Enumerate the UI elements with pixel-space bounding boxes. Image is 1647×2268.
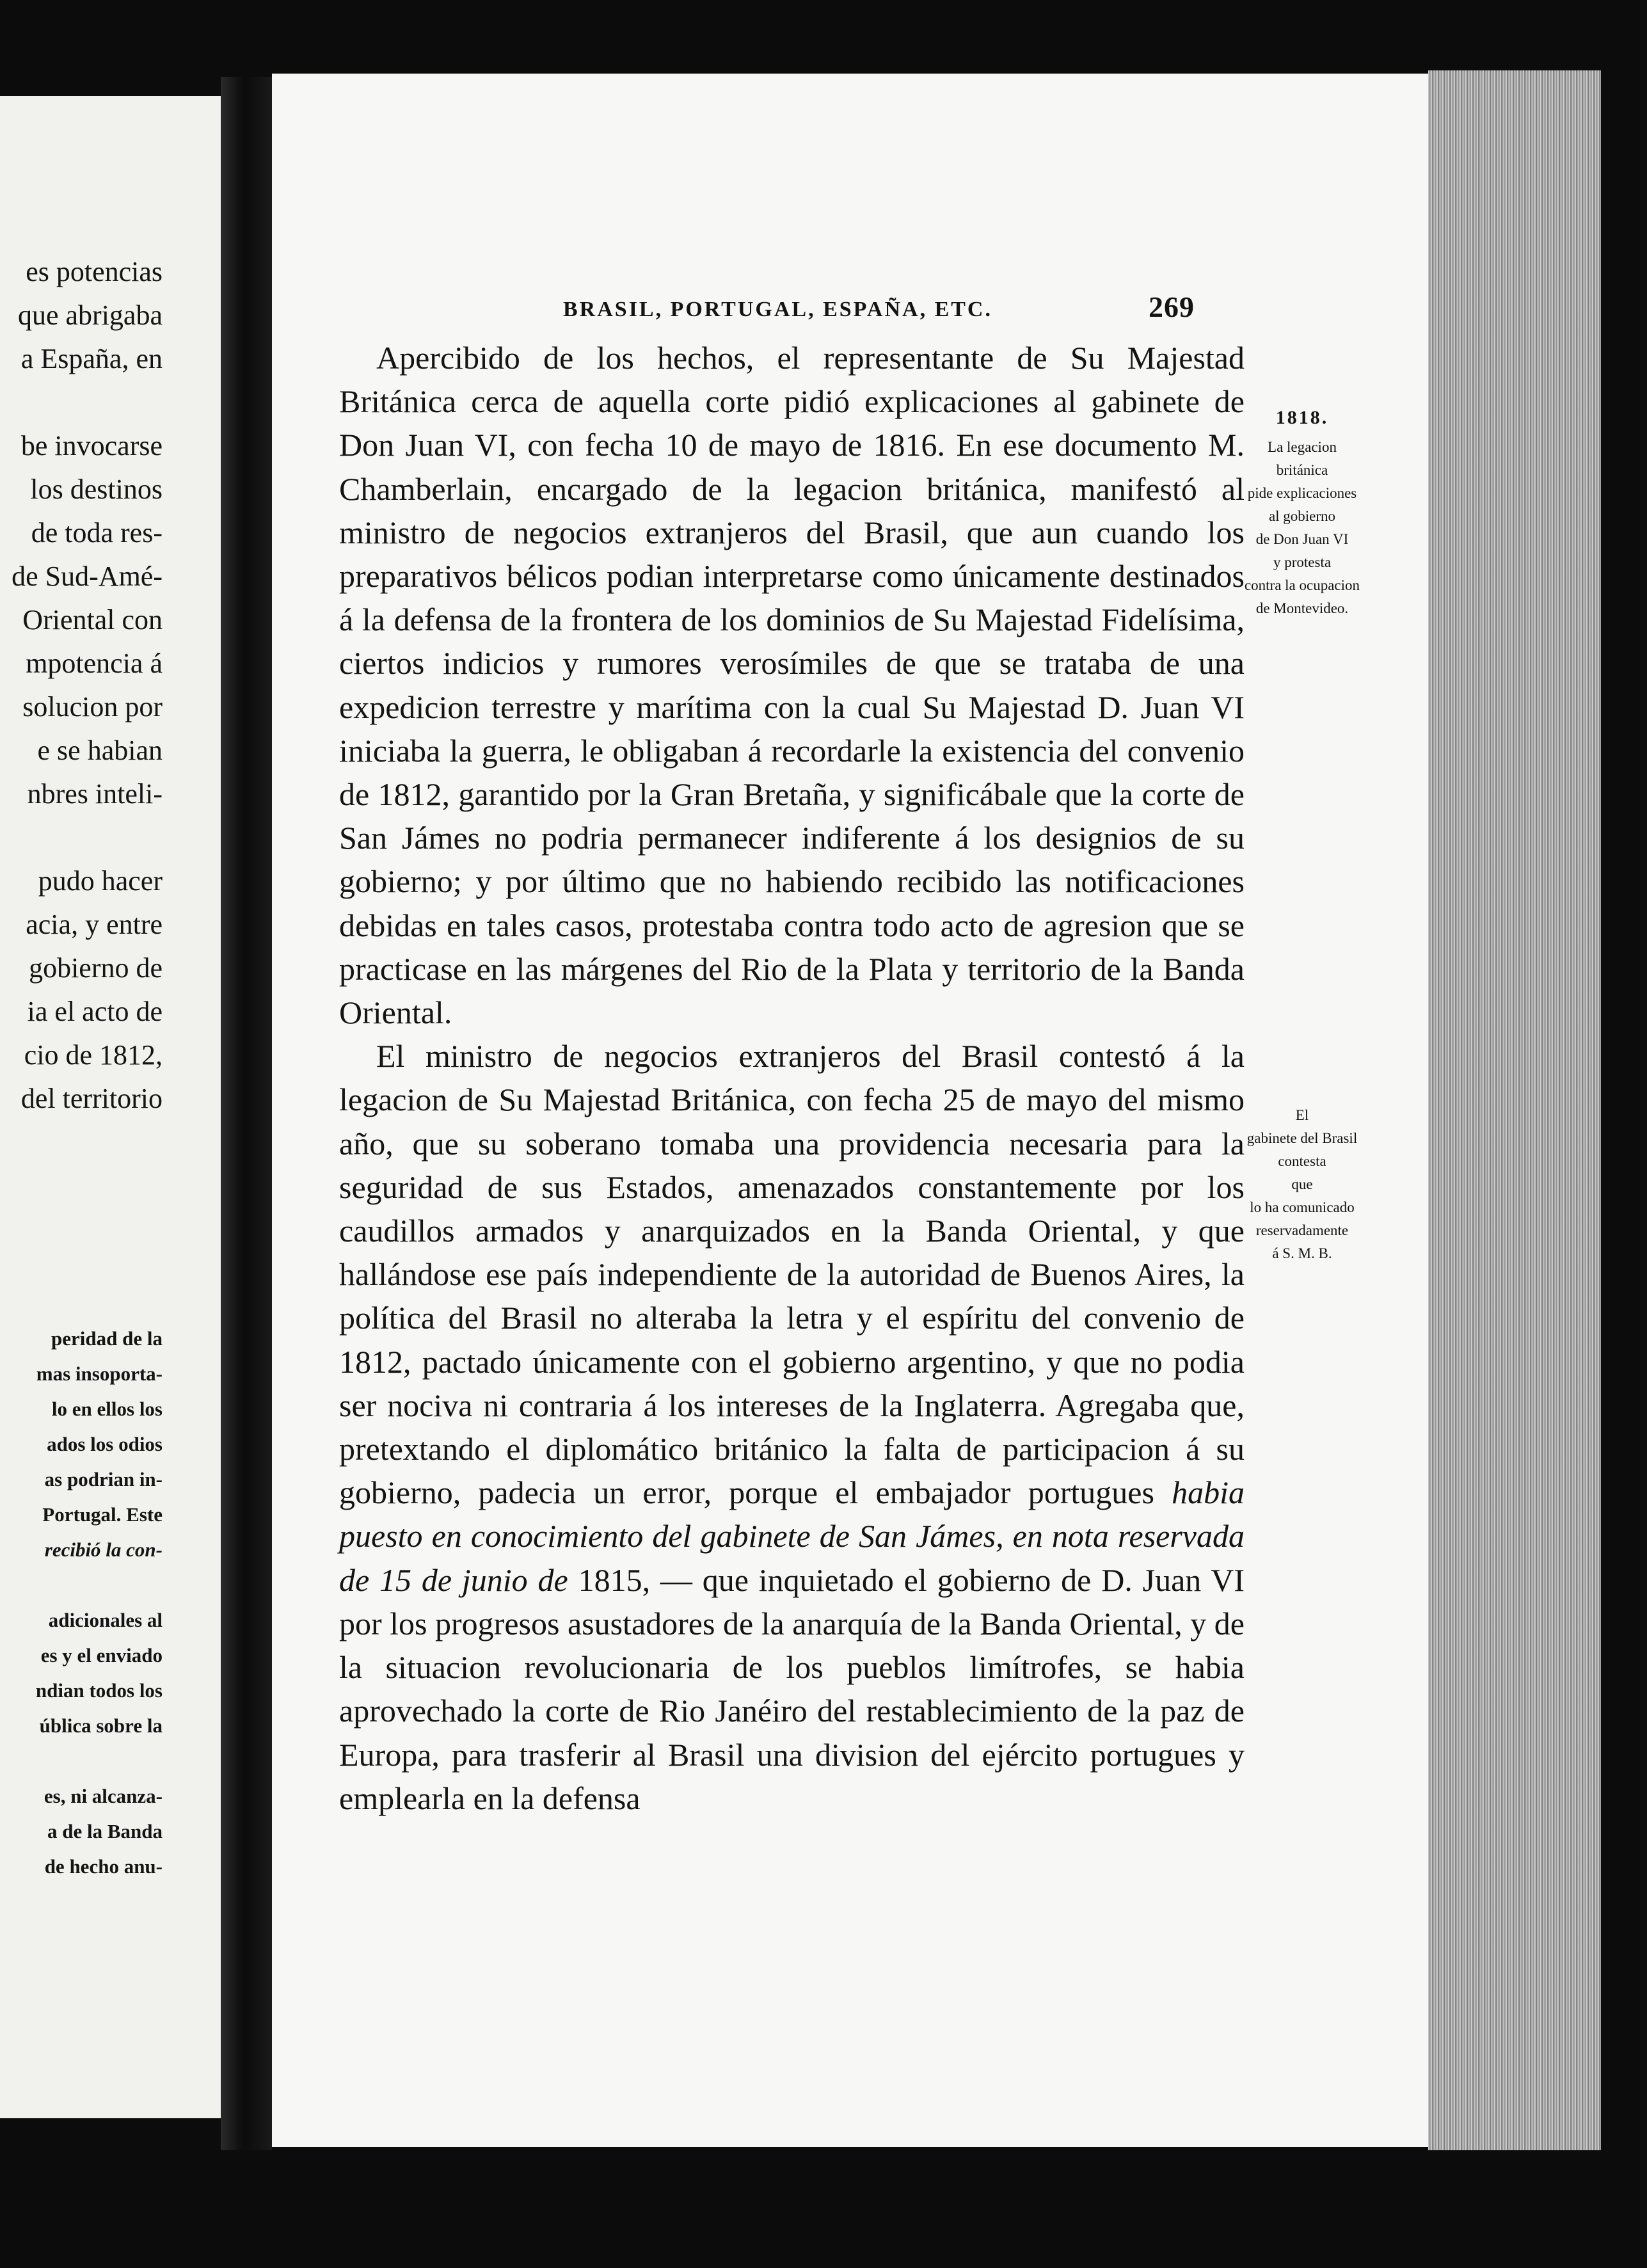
left-page-line: los destinos <box>30 474 163 505</box>
left-page-note-line: recibió la con- <box>44 1538 163 1561</box>
left-page-fragment <box>0 96 232 2118</box>
left-page-note-line: Portugal. Este <box>42 1503 163 1526</box>
paragraph-1: Apercibido de los hechos, el representante de Su Majestad Británica cerca de aquella corte pidió explicaciones al gabinete de Don Juan VI, con fecha 10 de mayo de 1816. En ese documento M. Chamberlain, encargado de la legacion británica, manifestó al ministro de negocios extranjeros del Brasil, que aun cuando los preparativos bélicos podian interpretarse como únicamente destinados á la defensa de la frontera de los dominios de Su Majestad Fidelísima, ciertos indicios y rumores verosímiles de que se trataba de una expedicion terrestre y marítima con la cual Su Majestad D. Juan VI iniciaba la guerra, le obligaban á recordarle la existencia del convenio de 1812, garantido por la Gran Bretaña, y significábale que la corte de San Jámes no podria permanecer indiferente á los designios de su gobierno; y por último que no habiendo recibido las notificaciones debidas en tales casos, protestaba contra todo acto de agresion que se practicase en las márgenes del Rio de la Plata y territorio de la Banda Oriental. <box>339 340 1245 1031</box>
paragraph-2 <box>339 1034 1245 1820</box>
left-page-line: nbres inteli- <box>27 778 163 810</box>
margin-note-line: contra la ocupacion <box>1244 577 1360 593</box>
margin-note-2-lines <box>1206 1104 1398 1265</box>
margin-note-line: de Don Juan VI <box>1255 531 1349 547</box>
left-page-note-line: as podrian in- <box>44 1468 163 1490</box>
main-page <box>272 74 1430 2147</box>
left-page-line: cio de 1812, <box>24 1039 163 1071</box>
left-page-line: acia, y entre <box>26 909 163 940</box>
left-page-note-line: peridad de la <box>51 1327 163 1350</box>
left-page-line: es potencias <box>26 256 163 287</box>
margin-note-line: británica <box>1276 462 1328 478</box>
left-page-line: solucion por <box>22 691 163 723</box>
left-page-note-line: lo en ellos los <box>51 1398 163 1420</box>
left-page-note-line: es y el enviado <box>40 1644 163 1666</box>
paragraph-2-part-b: 1815, — que inquietado el gobierno de D. Juan VI por los progresos asustadores de la anarquía de la Banda Oriental, y de la situacion revolucionaria de los pueblos limítrofes, se habia aprovechado la corte de Rio Janéiro del restablecimiento de la paz de Europa, para trasferir al Brasil una division del ejército portugues y emplearla en la defensa <box>339 1561 1245 1816</box>
margin-note-line: gabinete del Brasil <box>1246 1130 1358 1146</box>
left-page-line: mpotencia á <box>26 648 163 679</box>
left-page-line: de Sud-Amé- <box>12 561 163 592</box>
left-page-note-line: ndian todos los <box>35 1679 163 1702</box>
left-page-note-line: a de la Banda <box>47 1820 163 1842</box>
left-page-note-line: es, ni alcanza- <box>44 1785 163 1807</box>
margin-note-line: reservadamente <box>1255 1222 1349 1238</box>
running-header: BRASIL, PORTUGAL, ESPAÑA, ETC. <box>563 298 992 321</box>
margin-note-line: pide explicaciones <box>1247 485 1357 501</box>
left-page-note-line: de hecho anu- <box>44 1855 163 1878</box>
margin-note-line: de Montevideo. <box>1255 600 1349 616</box>
margin-note-line: al gobierno <box>1268 508 1336 524</box>
left-page-line: e se habian <box>37 735 163 766</box>
margin-note-line: y protesta <box>1273 554 1332 570</box>
left-page-note-line: mas insoporta- <box>36 1362 163 1385</box>
left-page-line: ia el acto de <box>27 996 163 1027</box>
left-page-note-line: adicionales al <box>48 1609 163 1631</box>
page-edges <box>1428 70 1601 2150</box>
margin-note-1-lines <box>1206 436 1398 620</box>
left-page-line: gobierno de <box>29 952 163 984</box>
left-page-line: be invocarse <box>20 430 163 461</box>
paragraph-2-part-a: El ministro de negocios extranjeros del Brasil contestó á la legacion de Su Majestad Británica, con fecha 25 de mayo del mismo año, que su soberano tomaba una providencia necesaria para la seguridad de sus Estados, amenazados constantemente por los caudillos armados y anarquizados en la Banda Oriental, y que hallándose ese país independiente de la autoridad de Buenos Aires, la política del Brasil no alteraba la letra y el espíritu del convenio de 1812, pactado únicamente con el gobierno argentino, y que no podia ser nociva ni contraria á los intereses de la Inglaterra. Agregaba que, pretextando el diplomático británico la falta de participacion á su gobierno, padecia un error, porque el embajador portugues <box>339 1038 1245 1511</box>
page-number: 269 <box>1149 291 1195 323</box>
margin-note-line: El <box>1295 1107 1309 1123</box>
margin-note-2 <box>1206 1104 1398 1265</box>
left-page-line: de toda res- <box>31 517 163 548</box>
left-page-line: del territorio <box>20 1083 163 1114</box>
book-gutter <box>221 77 272 2150</box>
body-text <box>339 336 1245 1820</box>
margin-note-year: 1818. <box>1275 407 1329 428</box>
margin-note-line: La legacion <box>1268 439 1337 455</box>
left-page-line: Oriental con <box>22 604 163 635</box>
paragraph-2-italic: habia puesto en conocimiento del gabinete de San Jámes, en nota reservada de 15 de junio de <box>339 1474 1245 1598</box>
margin-note-line: que <box>1291 1176 1313 1192</box>
margin-note-line: á S. M. B. <box>1272 1245 1332 1261</box>
left-page-line: a España, en <box>20 343 163 374</box>
left-page-note-line: ados los odios <box>47 1433 163 1455</box>
left-page-line: pudo hacer <box>38 865 163 897</box>
margin-note-1 <box>1206 406 1398 620</box>
margin-note-line: lo ha comunicado <box>1250 1199 1355 1215</box>
left-page-line: que abrigaba <box>18 299 163 331</box>
margin-note-line: contesta <box>1278 1153 1326 1169</box>
left-page-note-line: ública sobre la <box>39 1714 163 1737</box>
